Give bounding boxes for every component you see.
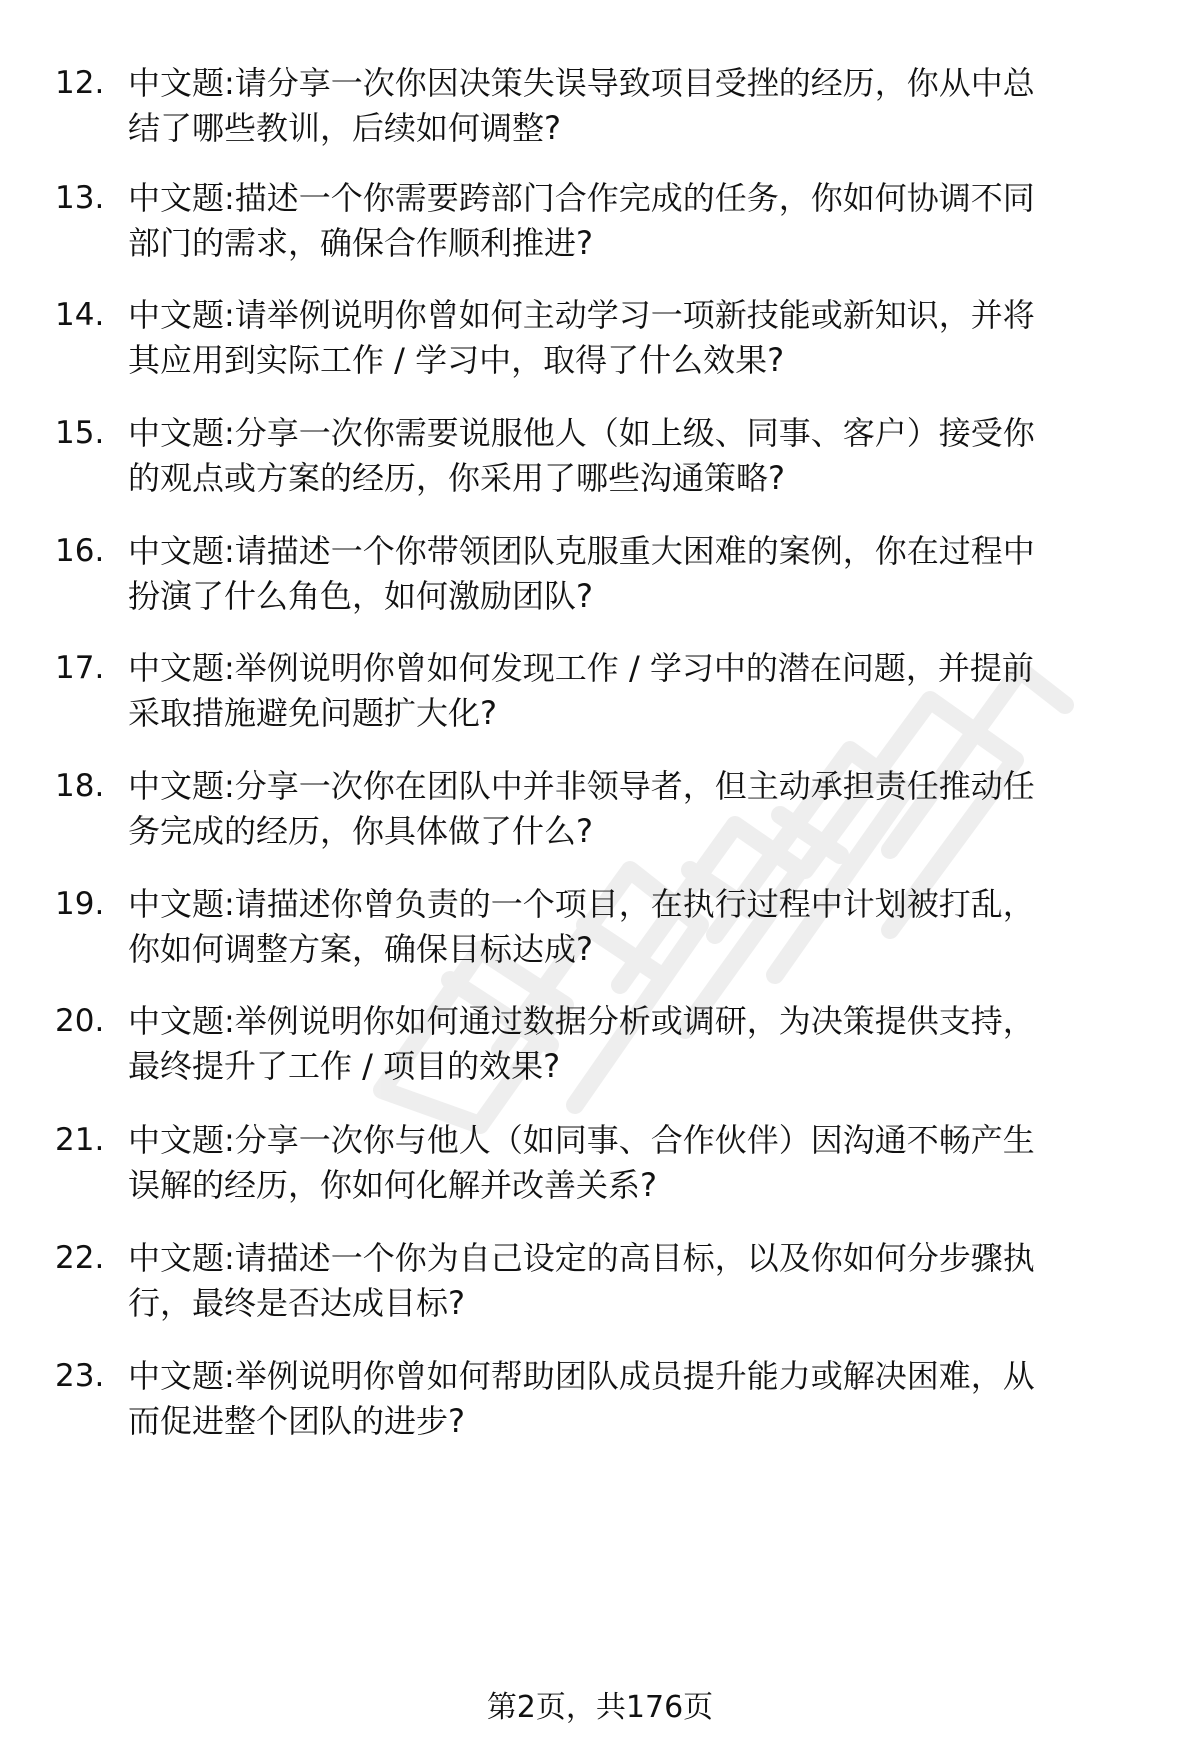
question-item-15 — [0, 411, 1200, 511]
question-number: 19. — [55, 886, 105, 922]
question-line: 中文题:举例说明你如何通过数据分析或调研，为决策提供支持， — [128, 1002, 1035, 1040]
question-item-22 — [0, 1236, 1200, 1336]
question-item-20 — [0, 999, 1200, 1099]
question-line: 中文题:请分享一次你因决策失误导致项目受挫的经历，你从中总 — [128, 64, 1035, 102]
question-line: 中文题:请描述一个你为自己设定的高目标，以及你如何分步骤执 — [128, 1239, 1035, 1277]
question-line: 中文题:请描述你曾负责的一个项目，在执行过程中计划被打乱， — [128, 885, 1035, 923]
question-text — [128, 61, 1153, 151]
question-number: 21. — [55, 1122, 105, 1158]
question-line: 中文题:分享一次你与他人（如同事、合作伙伴）因沟通不畅产生 — [128, 1121, 1035, 1159]
question-number: 17. — [55, 650, 105, 686]
question-line: 而促进整个团队的进步? — [128, 1402, 465, 1440]
question-number: 14. — [55, 297, 105, 333]
question-line: 扮演了什么角色，如何激励团队? — [128, 577, 593, 615]
question-number: 15. — [55, 415, 105, 451]
question-text — [128, 529, 1153, 619]
question-text — [128, 411, 1153, 501]
question-text — [128, 176, 1153, 266]
question-line: 中文题:分享一次你在团队中并非领导者，但主动承担责任推动任 — [128, 767, 1035, 805]
question-text — [128, 999, 1153, 1089]
question-item-16 — [0, 529, 1200, 629]
question-text — [128, 1236, 1153, 1326]
question-item-23 — [0, 1354, 1200, 1454]
question-text — [128, 293, 1153, 383]
question-line: 误解的经历，你如何化解并改善关系? — [128, 1166, 657, 1204]
question-item-21 — [0, 1118, 1200, 1218]
question-item-14 — [0, 293, 1200, 393]
question-number: 16. — [55, 533, 105, 569]
question-number: 20. — [55, 1003, 105, 1039]
question-number: 23. — [55, 1358, 105, 1394]
question-line: 其应用到实际工作 / 学习中，取得了什么效果? — [128, 341, 785, 379]
question-line: 采取措施避免问题扩大化? — [128, 694, 497, 732]
question-number: 18. — [55, 768, 105, 804]
question-line: 中文题:举例说明你曾如何帮助团队成员提升能力或解决困难，从 — [128, 1357, 1035, 1395]
question-number: 22. — [55, 1240, 105, 1276]
question-text — [128, 646, 1153, 736]
question-text — [128, 1354, 1153, 1444]
question-item-17 — [0, 646, 1200, 746]
question-line: 的观点或方案的经历，你采用了哪些沟通策略? — [128, 459, 785, 497]
question-line: 中文题:请举例说明你曾如何主动学习一项新技能或新知识，并将 — [128, 296, 1035, 334]
question-line: 你如何调整方案，确保目标达成? — [128, 930, 593, 968]
question-line: 中文题:举例说明你曾如何发现工作 / 学习中的潜在问题，并提前 — [128, 649, 1034, 687]
question-text — [128, 764, 1153, 854]
question-line: 中文题:请描述一个你带领团队克服重大困难的案例，你在过程中 — [128, 532, 1035, 570]
question-line: 行，最终是否达成目标? — [128, 1284, 465, 1322]
question-number: 13. — [55, 180, 105, 216]
page-number: 第2页，共176页 — [486, 1690, 714, 1725]
question-item-12 — [0, 61, 1200, 161]
question-item-13 — [0, 176, 1200, 276]
question-line: 务完成的经历，你具体做了什么? — [128, 812, 593, 850]
question-line: 部门的需求，确保合作顺利推进? — [128, 224, 593, 262]
question-number: 12. — [55, 65, 105, 101]
question-text — [128, 1118, 1153, 1208]
question-line: 结了哪些教训，后续如何调整? — [128, 109, 561, 147]
question-item-18 — [0, 764, 1200, 864]
question-line: 中文题:分享一次你需要说服他人（如上级、同事、客户）接受你 — [128, 414, 1035, 452]
question-text — [128, 882, 1153, 972]
question-line: 最终提升了工作 / 项目的效果? — [128, 1047, 561, 1085]
question-item-19 — [0, 882, 1200, 982]
question-line: 中文题:描述一个你需要跨部门合作完成的任务，你如何协调不同 — [128, 179, 1035, 217]
